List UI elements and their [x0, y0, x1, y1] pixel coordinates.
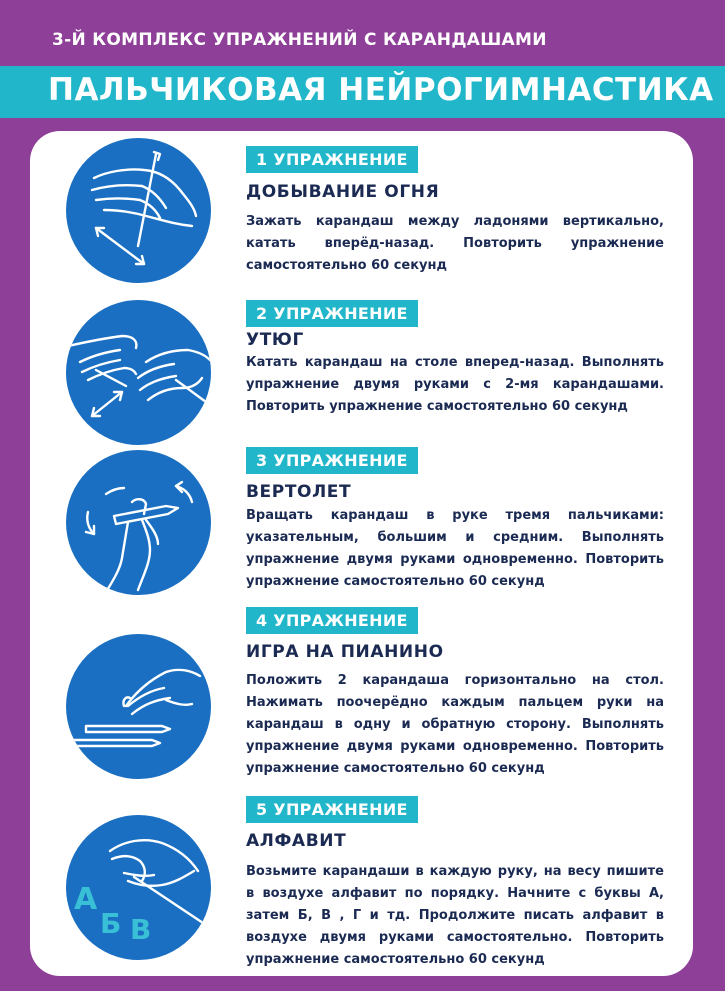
- exercise-3-tag: 3 УПРАЖНЕНИЕ: [246, 447, 418, 474]
- exercise-1-tag: 1 УПРАЖНЕНИЕ: [246, 146, 418, 173]
- letter-b: Б: [100, 907, 122, 940]
- hand-spinning-pencil-icon: [66, 450, 211, 595]
- exercise-5-description: Возьмите карандаши в каждую руку, на весу пишите в воздухе алфавит по порядку. Начните с буквы А, затем Б, В , Г и тд. Продолжите писать алфавит в воздухе двумя руками самостоятельно. Повторить упражнение самостоятельно 60 секунд: [246, 864, 664, 967]
- exercise-4-tag: 4 УПРАЖНЕНИЕ: [246, 607, 418, 634]
- letter-a: А: [74, 882, 98, 917]
- exercise-5-title: АЛФАВИТ: [246, 831, 347, 851]
- exercise-4-title: ИГРА НА ПИАНИНО: [246, 642, 444, 662]
- exercise-3-description: Вращать карандаш в руке тремя пальчиками: указательным, большим и средним. Выполнять упражнение двумя руками одновременно. Повторить упражнение самостоятельно 60 секунд: [246, 508, 664, 589]
- exercise-3-title: ВЕРТОЛЕТ: [246, 482, 352, 502]
- exercise-2-title: УТЮГ: [246, 330, 304, 350]
- palms-rolling-pencil-icon: [66, 138, 211, 283]
- poster-subtitle: 3-Й КОМПЛЕКС УПРАЖНЕНИЙ С КАРАНДАШАМИ: [52, 30, 547, 50]
- exercise-4-description: Положить 2 карандаша горизонтально на стол. Нажимать поочерёдно каждым пальцем руки на карандаш в одну и обратную сторону. Выполнять упражнение двумя руками одновременно. Повторить упражнение самостоятельно 60 секунд: [246, 673, 664, 776]
- hand-pressing-pencils-icon: [66, 634, 211, 779]
- poster-title: ПАЛЬЧИКОВАЯ НЕЙРОГИМНАСТИКА: [48, 72, 714, 108]
- hand-writing-letters-icon: [66, 815, 211, 960]
- exercise-2-tag: 2 УПРАЖНЕНИЕ: [246, 300, 418, 327]
- exercise-1-description: Зажать карандаш между ладонями вертикально, катать вперёд-назад. Повторить упражнение самостоятельно 60 секунд: [246, 214, 664, 273]
- exercise-5-tag: 5 УПРАЖНЕНИЕ: [246, 796, 418, 823]
- exercise-2-description: Катать карандаш на столе вперед-назад. Выполнять упражнение двумя руками с 2-мя карандашами. Повторить упражнение самостоятельно 60 секунд: [246, 355, 664, 414]
- exercise-1-title: ДОБЫВАНИЕ ОГНЯ: [246, 182, 440, 202]
- hands-rolling-pencils-icon: [66, 300, 211, 445]
- letter-v: В: [130, 913, 152, 946]
